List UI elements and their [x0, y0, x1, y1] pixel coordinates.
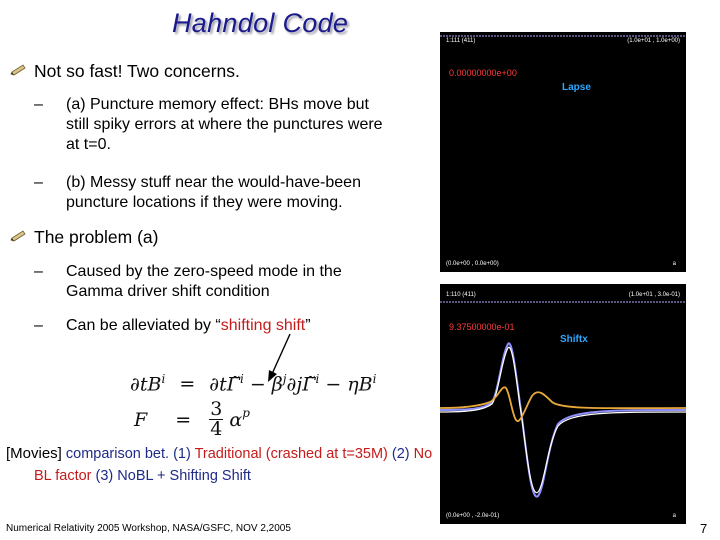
- shiftx-header-right: (1.0e+01 , 3.0e-01): [628, 292, 680, 298]
- eq-advect-sup: i: [315, 372, 320, 386]
- sub-bullet-b: [34, 173, 434, 213]
- shiftx-plot-panel: [440, 284, 686, 524]
- sub-bullet-b-line: (b) Messy stuff near the would-have-been: [66, 174, 361, 191]
- sub-bullet-b-line: puncture locations if they were moving.: [66, 194, 343, 211]
- eq-beta-sup: j: [282, 372, 287, 386]
- dash-marker: –: [34, 317, 43, 334]
- eq-f-lhs: F: [134, 408, 148, 431]
- pencil-bullet-icon: [10, 230, 27, 242]
- eq-beta: − β: [249, 373, 283, 396]
- equation-line-1: [130, 372, 376, 395]
- movie-no-bl: No BL factor: [34, 446, 433, 484]
- dash-marker: –: [34, 96, 43, 113]
- eq-b-lhs: ∂tB: [130, 373, 162, 396]
- dash-marker: –: [34, 263, 43, 280]
- footer-text: Numerical Relativity 2005 Workshop, NASA/GSFC, NOV 2,2005: [6, 523, 291, 534]
- sub-bullet-a-line: (a) Puncture memory effect: BHs move but: [66, 96, 369, 113]
- eq-advect: ∂jΓ̃: [286, 373, 316, 396]
- sub-bullet-cause-line: Caused by the zero-speed mode in the: [66, 263, 342, 280]
- shiftx-curve-blue: [440, 343, 686, 496]
- eq-damping: − ηB: [325, 373, 373, 396]
- sub-bullet-a: [34, 95, 434, 155]
- lapse-footer-left: (0.0e+00 , 0.0e+00): [446, 261, 499, 267]
- shiftx-curve-orange: [440, 387, 686, 421]
- lapse-header-right: (1.0e+01 , 1.0e+00): [627, 38, 680, 44]
- movies-label: [Movies]: [6, 445, 62, 462]
- eq-alpha: α: [229, 408, 243, 431]
- movies-mid2: (3): [91, 468, 118, 484]
- alleviate-prefix: Can be alleviated by “: [66, 317, 221, 334]
- sub-bullet-alleviate: [34, 316, 434, 336]
- movies-note: [6, 443, 444, 487]
- lapse-footer-right: a: [672, 261, 676, 267]
- eq-b-sup: i: [161, 372, 166, 386]
- lapse-label: Lapse: [562, 82, 591, 93]
- slide-title: Hahndol Code: [172, 8, 349, 38]
- shiftx-header-left: 1:110 (411): [446, 292, 476, 298]
- movie-shifting-shift: NoBL + Shifting Shift: [117, 468, 251, 484]
- shiftx-curves: [440, 284, 686, 524]
- eq-alpha-sup: p: [242, 406, 250, 421]
- lapse-plot-frame: [440, 32, 686, 272]
- pencil-bullet-icon: [10, 64, 27, 76]
- eq-fraction-num: 3: [210, 398, 223, 420]
- lapse-header-left: 1:111 (411): [446, 38, 476, 44]
- shiftx-time-value: 9.37500000e-01: [449, 322, 515, 332]
- shiftx-footer-left: (0.0e+00 , -2.0e-01): [446, 513, 500, 519]
- page-number: 7: [700, 521, 708, 536]
- eq-damping-sup: i: [372, 372, 377, 386]
- sub-bullet-a-line: at t=0.: [66, 136, 111, 153]
- eq-gamma-sup: i: [239, 372, 244, 386]
- lapse-time-value: 0.00000000e+00: [449, 68, 517, 78]
- eq-equals: =: [179, 373, 196, 396]
- dash-marker: –: [34, 174, 43, 191]
- equation-line-2: [134, 400, 250, 439]
- eq-gamma-dot: ∂tΓ̃: [209, 373, 240, 396]
- movies-mid1: (2): [387, 446, 414, 462]
- shiftx-label: Shiftx: [560, 334, 588, 345]
- bullet-concerns: Not so fast! Two concerns.: [34, 61, 240, 81]
- movie-traditional: Traditional (crashed at t=35M): [194, 446, 388, 462]
- bullet-problem-a: The problem (a): [34, 227, 159, 247]
- shiftx-footer-right: a: [672, 513, 676, 519]
- eq-equals: =: [175, 408, 192, 431]
- eq-fraction-den: 4: [210, 418, 223, 440]
- sub-bullet-cause: [34, 262, 434, 302]
- sub-bullet-a-line: still spiky errors at where the punctures were: [66, 116, 383, 133]
- movies-intro: comparison bet. (1): [61, 446, 195, 462]
- shifting-shift-highlight: shifting shift: [220, 317, 306, 334]
- sub-bullet-cause-line: Gamma driver shift condition: [66, 283, 270, 300]
- lapse-plot-panel: [440, 32, 686, 272]
- alleviate-suffix: ”: [305, 317, 311, 334]
